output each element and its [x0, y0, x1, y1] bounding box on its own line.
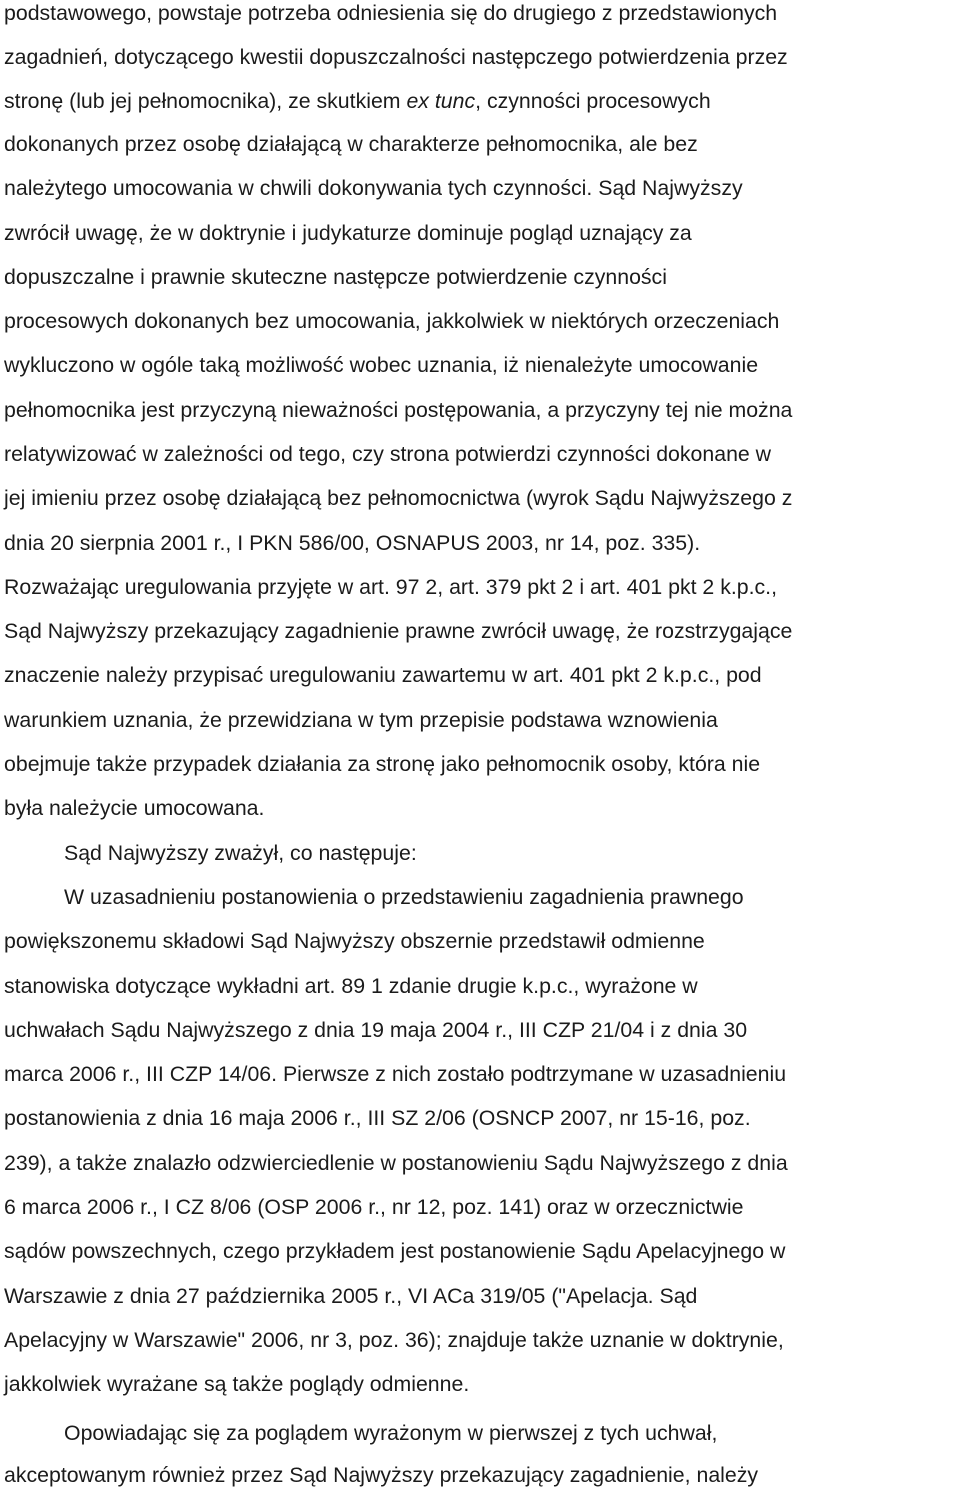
- italic-phrase: ex tunc: [406, 89, 476, 113]
- text-line: należytego umocowania w chwili dokonywania tych czynności. Sąd Najwyższy: [4, 176, 743, 200]
- text-line: 6 marca 2006 r., I CZ 8/06 (OSP 2006 r., nr 12, poz. 141) oraz w orzecznictwie: [4, 1195, 744, 1219]
- text-line: znaczenie należy przypisać uregulowaniu zawartemu w art. 401 pkt 2 k.p.c., pod: [4, 663, 762, 687]
- text-line: warunkiem uznania, że przewidziana w tym przepisie podstawa wznowienia: [4, 708, 718, 732]
- text-line: powiększonemu składowi Sąd Najwyższy obszernie przedstawił odmienne: [4, 929, 705, 953]
- text-line: dokonanych przez osobę działającą w charakterze pełnomocnika, ale bez: [4, 132, 698, 156]
- text-segment: , czynności procesowych: [475, 89, 711, 113]
- text-line: [4, 88, 711, 114]
- text-line: Warszawie z dnia 27 października 2005 r., VI ACa 319/05 ("Apelacja. Sąd: [4, 1284, 698, 1308]
- text-line: stanowiska dotyczące wykładni art. 89 1 zdanie drugie k.p.c., wyrażone w: [4, 974, 698, 998]
- text-line: podstawowego, powstaje potrzeba odniesienia się do drugiego z przedstawionych: [4, 1, 778, 25]
- text-line: Sąd Najwyższy przekazujący zagadnienie prawne zwrócił uwagę, że rozstrzygające: [4, 619, 793, 643]
- text-line: uchwałach Sądu Najwyższego z dnia 19 maja 2004 r., III CZP 21/04 i z dnia 30: [4, 1018, 748, 1042]
- paragraph-start: W uzasadnieniu postanowienia o przedstawieniu zagadnienia prawnego: [64, 885, 744, 909]
- text-line: akceptowanym również przez Sąd Najwyższy przekazujący zagadnienie, należy: [4, 1463, 759, 1487]
- text-line: sądów powszechnych, czego przykładem jest postanowienie Sądu Apelacyjnego w: [4, 1239, 786, 1263]
- text-line: dnia 20 sierpnia 2001 r., I PKN 586/00, OSNAPUS 2003, nr 14, poz. 335).: [4, 531, 701, 555]
- text-line: jej imieniu przez osobę działającą bez pełnomocnictwa (wyrok Sądu Najwyższego z: [4, 486, 793, 510]
- paragraph-start: Opowiadając się za poglądem wyrażonym w pierwszej z tych uchwał,: [64, 1421, 718, 1445]
- text-line: obejmuje także przypadek działania za stronę jako pełnomocnik osoby, która nie: [4, 752, 761, 776]
- text-line: 239), a także znalazło odzwierciedlenie w postanowieniu Sądu Najwyższego z dnia: [4, 1151, 788, 1175]
- text-line: była należycie umocowana.: [4, 796, 265, 820]
- section-heading: Sąd Najwyższy zważył, co następuje:: [64, 841, 417, 865]
- text-line: dopuszczalne i prawnie skuteczne następcze potwierdzenie czynności: [4, 265, 667, 289]
- text-line: jakkolwiek wyrażane są także poglądy odmienne.: [4, 1372, 470, 1396]
- text-line: postanowienia z dnia 16 maja 2006 r., III SZ 2/06 (OSNCP 2007, nr 15-16, poz.: [4, 1106, 751, 1130]
- text-line: relatywizować w zależności od tego, czy strona potwierdzi czynności dokonane w: [4, 442, 772, 466]
- text-segment: stronę (lub jej pełnomocnika), ze skutkiem: [4, 89, 407, 113]
- text-line: marca 2006 r., III CZP 14/06. Pierwsze z nich zostało podtrzymane w uzasadnieniu: [4, 1062, 787, 1086]
- text-line: procesowych dokonanych bez umocowania, jakkolwiek w niektórych orzeczeniach: [4, 309, 780, 333]
- text-line: Rozważając uregulowania przyjęte w art. 97 2, art. 379 pkt 2 i art. 401 pkt 2 k.p.c.,: [4, 575, 778, 599]
- text-line: zwrócił uwagę, że w doktrynie i judykaturze dominuje pogląd uznający za: [4, 221, 692, 245]
- text-line: Apelacyjny w Warszawie" 2006, nr 3, poz. 36); znajduje także uznanie w doktrynie,: [4, 1328, 784, 1352]
- text-line: zagadnień, dotyczącego kwestii dopuszczalności następczego potwierdzenia przez: [4, 45, 788, 69]
- text-line: wykluczono w ogóle taką możliwość wobec uznania, iż nienależyte umocowanie: [4, 353, 759, 377]
- text-line: pełnomocnika jest przyczyną nieważności postępowania, a przyczyny tej nie można: [4, 398, 793, 422]
